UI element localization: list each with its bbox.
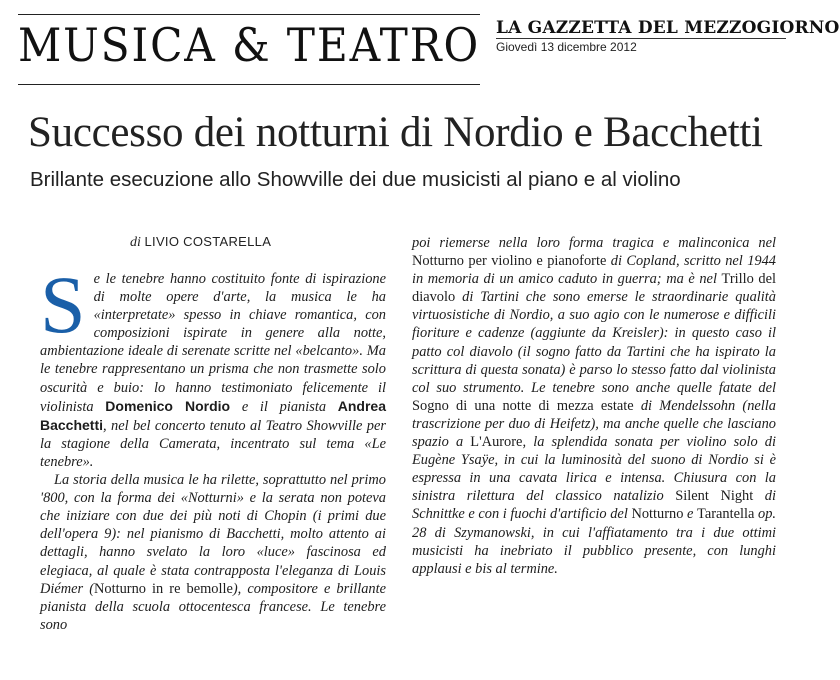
text-run: , nel bel concerto tenuto al Teatro Showville per la stagione della Camerata, incentrato sul tema «Le tenebre». xyxy=(40,417,386,470)
text-run: op. 28 di Szymanowski, in cui l'affiatamento tra i due ottimi musicisti ha inebriato il pubblico presente, con lunghi applausi e bis al termine. xyxy=(412,506,776,577)
section-bottom-rule xyxy=(18,84,480,85)
section-title: MUSICA & TEATRO xyxy=(18,18,480,72)
drop-cap: S xyxy=(40,259,86,350)
work-title: L'Aurore xyxy=(470,434,523,451)
text-run: di Tartini che sono emerse le straordinarie qualità virtuosistiche di Nordio, a suo agio con le numerose e difficili fioriture e cadenze (aggiunte da Kreisler): in questo caso il patto col diavolo (il sogno fatto da Tartini che ha ispirato la scrittura di questa sonata) è parso lo stesso fatto dal violinista col suo strumento. Le tenebre sono anche quelle fatate del xyxy=(412,289,776,396)
publication-date: Giovedì 13 dicembre 2012 xyxy=(496,40,637,54)
work-title: Notturno per violino e pianoforte xyxy=(412,253,607,270)
text-run: e xyxy=(683,506,698,523)
performer-name: Domenico Nordio xyxy=(105,397,231,414)
article-column-left xyxy=(40,259,386,634)
masthead-rule xyxy=(496,38,786,39)
work-title: Notturno in re bemolle xyxy=(94,580,233,597)
text-run: e il pianista xyxy=(230,398,338,415)
text-run: ), compositore e brillante pianista della scuola ottocentesca francese. Le tenebre sono xyxy=(40,580,386,633)
work-title: Trillo del diavolo xyxy=(412,271,776,306)
paragraph-2 xyxy=(40,471,386,634)
byline-author: LIVIO COSTARELLA xyxy=(144,234,272,249)
work-title: Tarantella xyxy=(697,506,755,523)
work-title: Sogno di una notte di mezza estate xyxy=(412,397,634,414)
text-run: di Copland, scritto nel 1944 in memoria di un amico caduto in guerra; ma è nel xyxy=(412,253,777,288)
text-run: di Mendelssohn (nella trascrizione per duo di Heifetz), ma anche quelle che lasciano spazio a xyxy=(412,397,776,451)
paragraph-1 xyxy=(40,259,386,471)
text-run: poi riemerse nella loro forma tragica e malinconica nel xyxy=(412,235,776,251)
text-run: La storia della musica le ha rilette, soprattutto nel primo '800, con la forma dei «Notturni» e la serata non poteva che iniziare con due dei più noti di Chopin (i primi due dell'opera 9): nel pianismo di Bacchetti, molto attento ai dettagli, hanno svelato la loro «luce» fascinosa ed elegiaca, al quale è stata contrapposta l'eleganza di Louis Diémer ( xyxy=(40,472,386,597)
text-run: , la splendida sonata per violino solo di Eugène Ysaÿe, in cui la luminosità del suono di Nordio si è espressa in una cavata lirica e intensa. Chiusura con la sinistra rilettura del classico natalizio xyxy=(412,434,776,505)
article-column-right xyxy=(412,234,776,578)
work-title: Notturno xyxy=(631,506,684,523)
section-top-rule xyxy=(18,14,480,15)
text-run: di Schnittke e con i fuochi d'artificio del xyxy=(412,488,776,523)
newspaper-masthead: LA GAZZETTA DEL MEZZOGIORNO xyxy=(496,18,840,38)
work-title: Silent Night xyxy=(675,488,754,505)
text-run: e le tenebre hanno costituito fonte di ispirazione di molte opere d'arte, la musica le ha «interpretate» spesso in chiave romantica, con composizioni ispirate in genere alla notte, ambientazione ideale di serenate scritte nel «belcanto». Ma le tenebre rappresentano un prisma che non trasmette solo oscurità e buio: lo hanno testimoniato felicemente il violinista xyxy=(40,271,386,415)
article-headline: Successo dei notturni di Nordio e Bacchetti xyxy=(28,109,763,156)
article-byline xyxy=(130,234,271,251)
article-subheadline: Brillante esecuzione allo Showville dei due musicisti al piano e al violino xyxy=(30,168,681,191)
byline-prefix: di xyxy=(130,235,141,250)
paragraph-3 xyxy=(412,234,776,578)
performer-name: Andrea Bacchetti xyxy=(40,397,386,433)
